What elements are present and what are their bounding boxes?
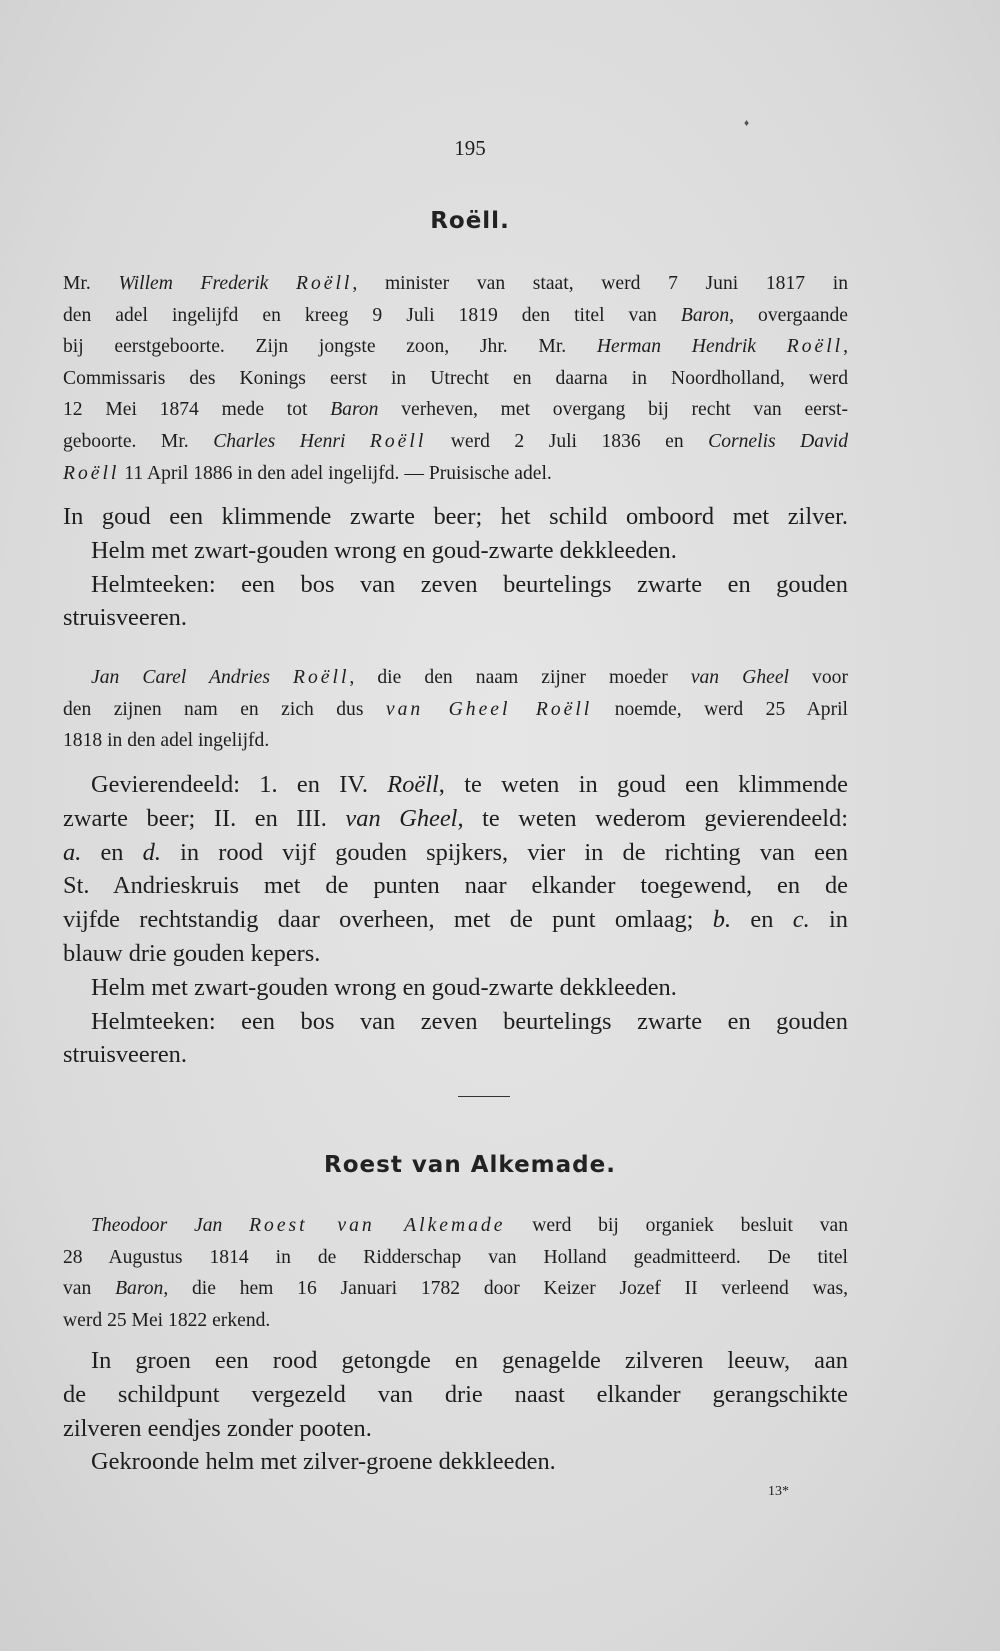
section-title-roest-van-alkemade: Roest van Alkemade. (324, 1152, 616, 1178)
text-line: den adel ingelijfd en kreeg 9 Juli 1819 den titel van Baron, overgaande (63, 304, 848, 326)
page-number: 195 (454, 136, 486, 160)
text-line: Jan Carel Andries Roëll, die den naam zijner moeder van Gheel voor (91, 667, 848, 688)
text-line: St. Andrieskruis met de punten naar elkander toegewend, en de (63, 872, 848, 900)
text-line: Theodoor Jan Roest van Alkemade werd bij organiek besluit van (91, 1215, 848, 1236)
text-line: Helm met zwart-gouden wrong en goud-zwarte dekkleeden. (91, 973, 677, 1001)
text-line: zilveren eendjes zonder pooten. (63, 1414, 372, 1442)
text-line: bij eerstgeboorte. Zijn jongste zoon, Jhr. Mr. Herman Hendrik Roëll, (63, 336, 848, 358)
section-title-roell: Roëll. (430, 208, 510, 234)
blazon-roell (63, 500, 848, 635)
text-line: In goud een klimmende zwarte beer; het schild omboord met zilver. (63, 503, 848, 530)
text-line: a. en d. in rood vijf gouden spijkers, vier in de richting van een (63, 838, 849, 866)
blazon-van-gheel-roell (63, 768, 848, 1072)
text-line: struisveeren. (63, 1041, 187, 1069)
text-line: Roëll 11 April 1886 in den adel ingelijfd. — Pruisische adel. (63, 462, 552, 484)
text-line: Gekroonde helm met zilver-groene dekkleeden. (91, 1448, 556, 1476)
text-line: van Baron, die hem 16 Januari 1782 door Keizer Jozef II verleend was, (63, 1278, 848, 1300)
paragraph-van-gheel-roell (63, 662, 848, 757)
text-line: Commissaris des Konings eerst in Utrecht en daarna in Noordholland, werd (63, 367, 848, 389)
section-divider (458, 1096, 510, 1097)
text-line: 1818 in den adel ingelijfd. (63, 730, 270, 752)
paragraph-roell-history (63, 268, 848, 489)
printer-signature-mark: 13* (768, 1484, 789, 1499)
text-line: Gevierendeeld: 1. en IV. Roëll, te weten in goud een klimmende (91, 771, 849, 798)
text-line: Helmteeken: een bos van zeven beurtelings zwarte en gouden (91, 1007, 848, 1035)
text-line: de schildpunt vergezeld van drie naast elkander gerangschikte (63, 1380, 848, 1408)
text-line: Helmteeken: een bos van zeven beurtelings zwarte en gouden (91, 570, 848, 598)
blazon-roest-van-alkemade (63, 1344, 848, 1479)
text-line: den zijnen nam en zich dus van Gheel Roëll noemde, werd 25 April (63, 698, 848, 720)
text-line: werd 25 Mei 1822 erkend. (63, 1309, 271, 1331)
text-line: Helm met zwart-gouden wrong en goud-zwarte dekkleeden. (91, 536, 677, 564)
text-line: vijfde rechtstandig daar overheen, met de punt omlaag; b. en c. in (63, 906, 848, 934)
text-line: In groen een rood getongde en genagelde zilveren leeuw, aan (91, 1347, 848, 1374)
text-line: 28 Augustus 1814 in de Ridderschap van Holland geadmitteerd. De titel (63, 1246, 848, 1268)
text-line: geboorte. Mr. Charles Henri Roëll werd 2 Juli 1836 en Cornelis David (63, 430, 849, 452)
text-line: Mr. Willem Frederik Roëll, minister van staat, werd 7 Juni 1817 in (63, 273, 848, 294)
paragraph-roest-van-alkemade (63, 1210, 848, 1336)
text-line: blauw drie gouden kepers. (63, 939, 321, 967)
text-line: 12 Mei 1874 mede tot Baron verheven, met overgang bij recht van eerst- (63, 399, 848, 421)
print-mark: ♦ (744, 118, 750, 129)
text-line: zwarte beer; II. en III. van Gheel, te weten wederom gevierendeeld: (63, 804, 848, 832)
text-line: struisveeren. (63, 604, 187, 632)
